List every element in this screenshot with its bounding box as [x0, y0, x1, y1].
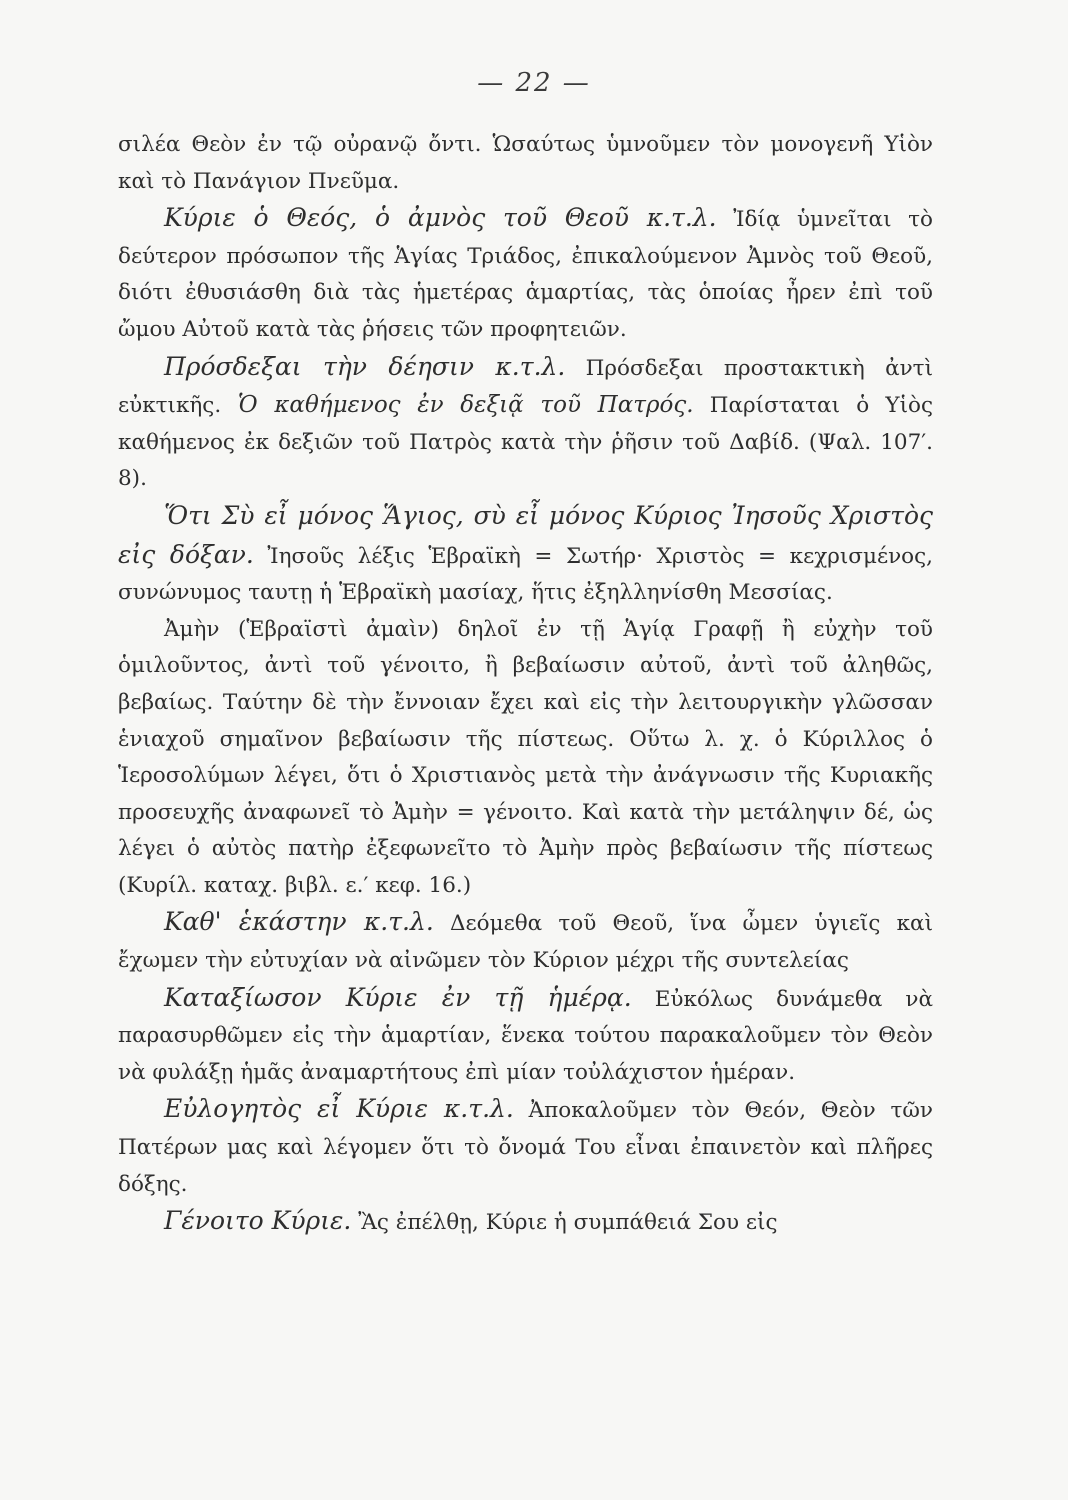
paragraph-text: Δεόμεθα τοῦ Θεοῦ, ἵνα ὦμεν ὑγιεῖς καὶ ἔχωμεν τὴν εὐτυχίαν νὰ αἰνῶμεν τὸν Κύριον μέχρι τῆς συντελείας: [118, 911, 933, 974]
paragraph-lead: Καταξίωσον Κύριε ἐν τῇ ἡμέρᾳ.: [164, 982, 632, 1012]
paragraph-text: Εὐκόλως δυνάμεθα νὰ παρασυρθῶμεν εἰς τὴν ἁμαρτίαν, ἕνεκα τούτου παρακαλοῦμεν τὸν Θεὸν νὰ φυλάξῃ ἡμᾶς ἀναμαρτήτους ἐπὶ μίαν τοὐλάχιστον ἡμέραν.: [118, 986, 933, 1085]
paragraph-lead: Γένοιτο Κύριε.: [164, 1206, 352, 1236]
paragraph: [118, 904, 933, 979]
paragraph-text-continued: Παρίσταται ὁ Υἱὸς καθήμενος ἐκ δεξιῶν τοῦ Πατρὸς κατὰ τὴν ῥῆσιν τοῦ Δαβίδ. (Ψαλ. 107′. 8).: [118, 393, 933, 492]
paragraph-lead: Πρόσδεξαι τὴν δέησιν κ.τ.λ.: [164, 351, 566, 381]
paragraph-text: σιλέα Θεὸν ἐν τῷ οὐρανῷ ὄντι. Ὡσαύτως ὑμνοῦμεν τὸν μονογενῆ Υἱὸν καὶ τὸ Πανάγιον Πνεῦμα.: [118, 132, 933, 194]
paragraph-text: Ἰησοῦς λέξις Ἑβραϊκὴ = Σωτήρ· Χριστὸς = κεχρισμένος, συνώνυμος ταυτῃ ἡ Ἑβραϊκὴ μασίαχ, ἥτις ἐξηλληνίσθη Μεσσίας.: [118, 543, 933, 606]
paragraph: [118, 498, 933, 612]
paragraph-text: Ἀποκαλοῦμεν τὸν Θεόν, Θεὸν τῶν Πατέρων μας καὶ λέγομεν ὅτι τὸ ὄνομά Του εἶναι ἐπαινετὸν καὶ πλῆρες δόξης.: [118, 1098, 933, 1197]
paragraph: [118, 1091, 933, 1203]
paragraph: [118, 127, 933, 200]
paragraph-italic-phrase: Ὁ καθήμενος ἐν δεξιᾷ τοῦ Πατρός.: [221, 392, 694, 419]
text-body: [118, 127, 933, 1242]
paragraph: [118, 1203, 933, 1242]
paragraph-lead: Κύριε ὁ Θεός, ὁ ἀμνὸς τοῦ Θεοῦ κ.τ.λ.: [164, 203, 717, 233]
paragraph-lead: Εὐλογητὸς εἶ Κύριε κ.τ.λ.: [164, 1094, 514, 1124]
paragraph: [118, 612, 933, 905]
paragraph-text: Ἂς ἐπέλθῃ, Κύριε ἡ συμπάθειά Σου εἰς: [351, 1210, 778, 1236]
paragraph-lead: Καθ' ἑκάστην κ.τ.λ.: [164, 907, 434, 937]
paragraph: [118, 980, 933, 1092]
paragraph-text: Ἀμὴν (Ἑβραϊστὶ ἀμαὶν) δηλοῖ ἐν τῇ Ἁγίᾳ Γραφῇ ἢ εὐχὴν τοῦ ὁμιλοῦντος, ἀντὶ τοῦ γένοιτο, ἢ βεβαίωσιν αὐτοῦ, ἀντὶ τοῦ ἀληθῶς, βεβαίως. Ταύτην δὲ τὴν ἔννοιαν ἔχει καὶ εἰς τὴν λειτουργικὴν γλῶσσαν ἑνιαχοῦ σημαῖνον βεβαίωσιν τῆς πίστεως. Οὕτω λ. χ. ὁ Κύριλλος ὁ Ἱεροσολύμων λέγει, ὅτι ὁ Χριστιανὸς μετὰ τὴν ἀνάγνωσιν τῆς Κυριακῆς προσευχῆς ἀναφωνεῖ τὸ Ἀμὴν = γένοιτο. Καὶ κατὰ τὴν μετάληψιν δέ, ὡς λέγει ὁ αὐτὸς πατὴρ ἐξεφωνεῖτο τὸ Ἀμὴν πρὸς βεβαίωσιν τῆς πίστεως (Κυρίλ. καταχ. βιβλ. ε.′ κεφ. 16.): [118, 616, 933, 898]
paragraph-text: Ἰδίᾳ ὑμνεῖται τὸ δεύτερον πρόσωπον τῆς Ἁγίας Τριάδος, ἐπικαλούμενον Ἀμνὸς τοῦ Θεοῦ, διότι ἐθυσιάσθη διὰ τὰς ἡμετέρας ἁμαρτίας, τὰς ὁποίας ἦρεν ἐπὶ τοῦ ὤμου Αὐτοῦ κατὰ τὰς ῥήσεις τῶν προφητειῶν.: [118, 207, 933, 342]
paragraph-lead: Ὅτι Σὺ εἶ μόνος Ἅγιος, σὺ εἶ μόνος Κύριος Ἰησοῦς Χριστὸς εἰς δόξαν.: [118, 500, 933, 569]
paragraph-text: Πρόσδεξαι προστακτικὴ ἀντὶ εὐκτικῆς.: [118, 355, 933, 419]
paragraph: [118, 200, 933, 348]
paragraph: [118, 349, 933, 498]
page-number: — 22 —: [477, 68, 591, 98]
